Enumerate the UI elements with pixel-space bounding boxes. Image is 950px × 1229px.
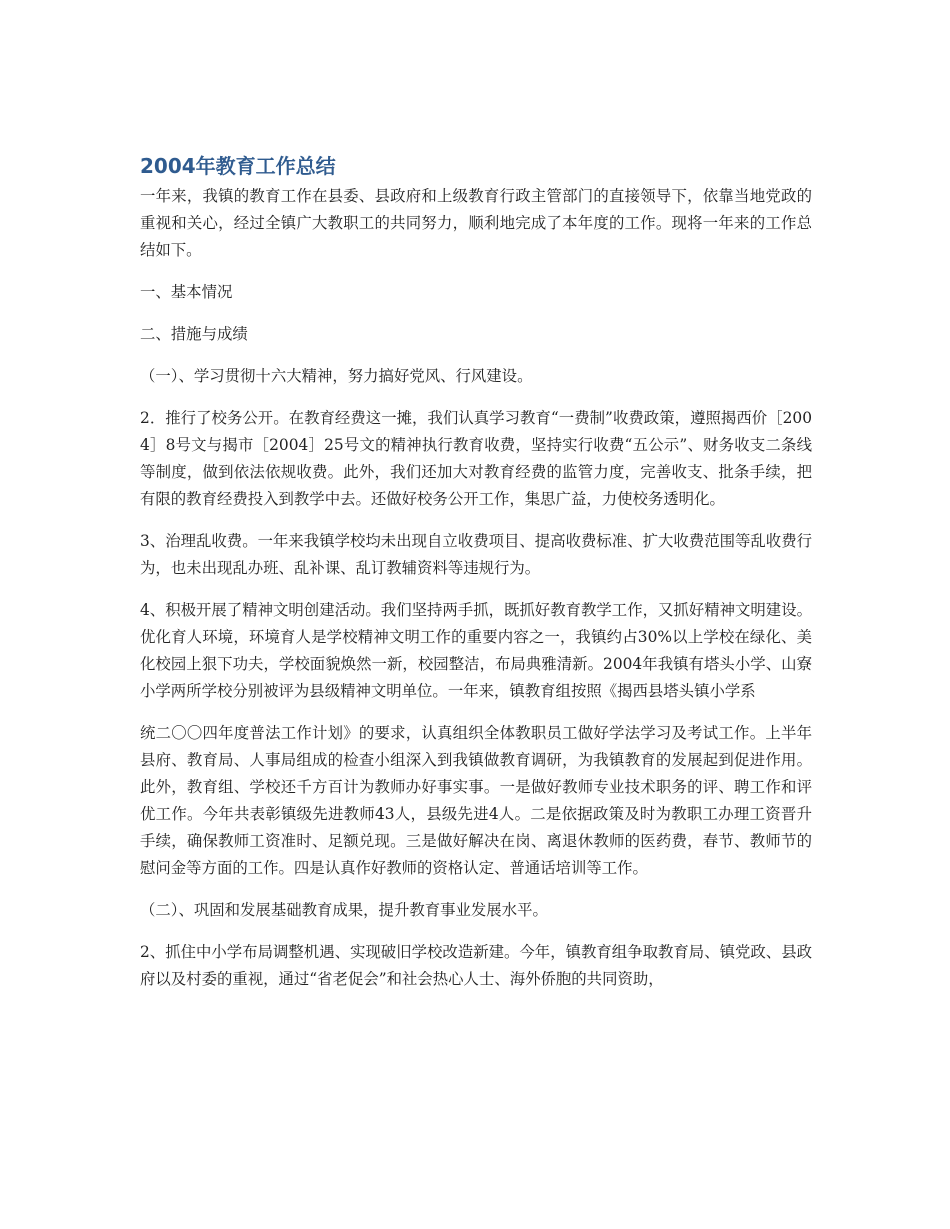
subsection-heading-1: （一）、学习贯彻十六大精神，努力搞好党风、行风建设。 [140, 367, 533, 385]
paragraph-continued: 统二〇〇四年度普法工作计划》的要求，认真组织全体教职员工做好学法学习及考试工作。上半年县府、教育局、人事局组成的检查小组深入到我镇做教育调研，为我镇教育的发展起到促进作用。此外，教育组、学校还千方百计为教师办好事实事。一是做好教师专业技术职务的评、聘工作和评优工作。今年共表彰镇级先进教师43人，县级先进4人。二是依据政策及时为教职工办理工资晋升手续，确保教师工资准时、足额兑现。三是做好解决在岗、离退休教师的医药费，春节、教师节的慰问金等方面的工作。四是认真作好教师的资格认定、普通话培训等工作。 [140, 724, 812, 877]
paragraph-item-2: 2．推行了校务公开。在教育经费这一摊，我们认真学习教育“一费制”收费政策，遵照揭西价［2004］8号文与揭市［2004］25号文的精神执行教育收费，坚持实行收费“五公示”、财务收支二条线等制度，做到依法依规收费。此外，我们还加大对教育经费的监管力度，完善收支、批条手续，把有限的教育经费投入到教学中去。还做好校务公开工作，集思广益，力使校务透明化。 [140, 409, 812, 508]
document-title: 2004年教育工作总结 [140, 154, 336, 178]
document-page [140, 151, 812, 1008]
intro-paragraph: 一年来，我镇的教育工作在县委、县政府和上级教育行政主管部门的直接领导下，依靠当地党政的重视和关心，经过全镇广大教职工的共同努力，顺利地完成了本年度的工作。现将一年来的工作总结如下。 [140, 187, 812, 259]
paragraph-item-2b: 2、抓住中小学布局调整机遇、实现破旧学校改造新建。今年，镇教育组争取教育局、镇党政、县政府以及村委的重视，通过“省老促会”和社会热心人士、海外侨胞的共同资助， [140, 943, 812, 988]
subsection-heading-2: （二）、巩固和发展基础教育成果，提升教育事业发展水平。 [140, 901, 548, 919]
paragraph-item-3: 3、治理乱收费。一年来我镇学校均未出现自立收费项目、提高收费标准、扩大收费范围等乱收费行为，也未出现乱办班、乱补课、乱订教辅资料等违规行为。 [140, 532, 812, 577]
section-heading-basic: 一、基本情况 [140, 283, 233, 301]
section-heading-measures: 二、措施与成绩 [140, 325, 248, 343]
paragraph-item-4: 4、积极开展了精神文明创建活动。我们坚持两手抓，既抓好教育教学工作，又抓好精神文明建设。优化育人环境，环境育人是学校精神文明工作的重要内容之一，我镇约占30%以上学校在绿化、美化校园上狠下功夫，学校面貌焕然一新，校园整洁，布局典雅清新。2004年我镇有塔头小学、山寮小学两所学校分别被评为县级精神文明单位。一年来，镇教育组按照《揭西县塔头镇小学系 [140, 601, 812, 700]
